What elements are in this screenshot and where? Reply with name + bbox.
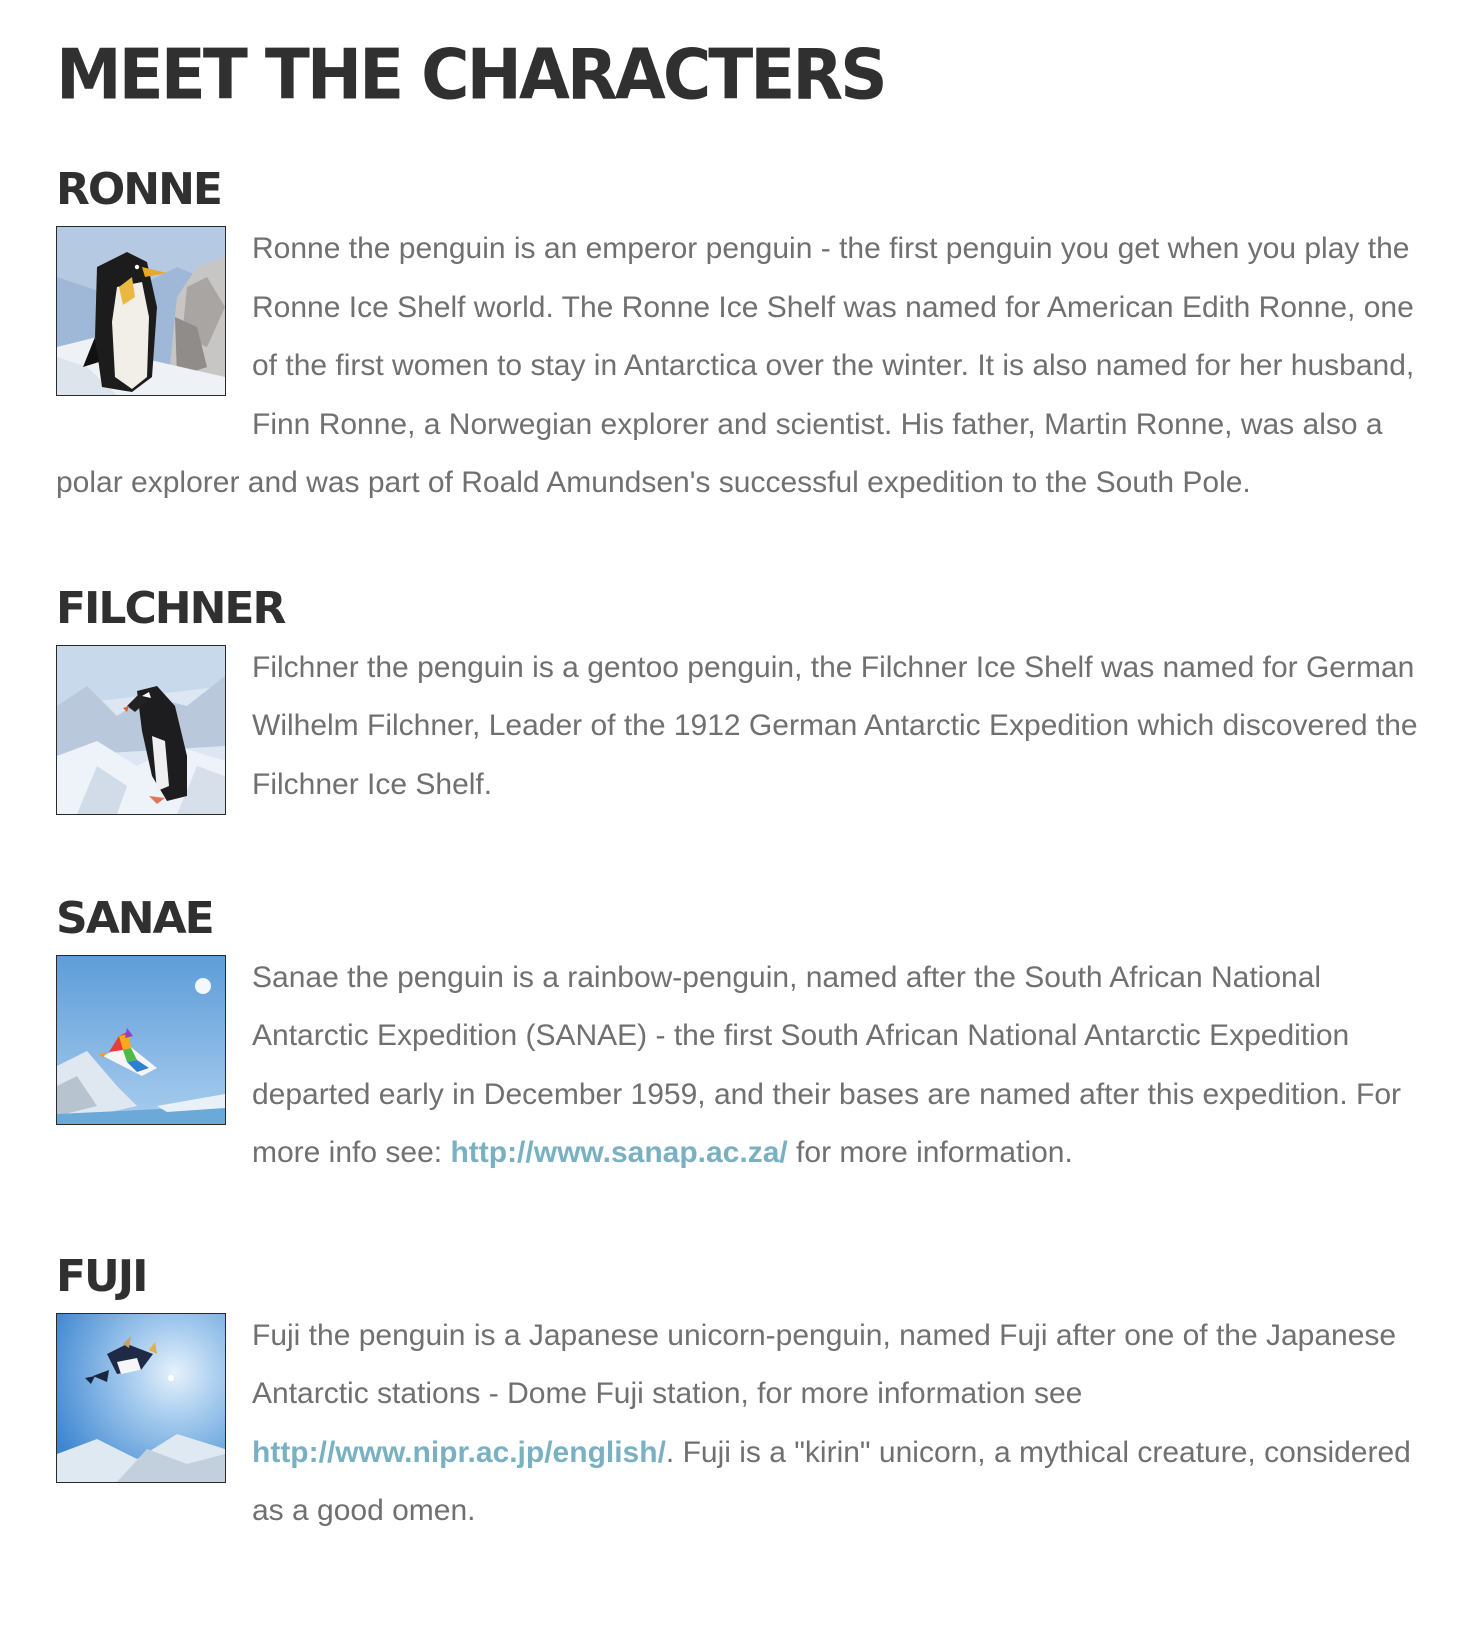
gentoo-penguin-image xyxy=(56,645,226,815)
character-description xyxy=(56,220,1418,513)
character-filchner xyxy=(56,579,1418,823)
emperor-penguin-image xyxy=(56,226,226,396)
character-description xyxy=(56,949,1418,1183)
character-text-after-link: for more information. xyxy=(787,1136,1073,1169)
character-name: FILCHNER xyxy=(56,582,285,634)
rainbow-penguin-image xyxy=(56,955,226,1125)
character-text: Ronne the penguin is an emperor penguin - the first penguin you get when you play the Ronne Ice Shelf world. The Ronne Ice Shelf was named for American Edith Ronne, one of the first women to stay in Antarctica over the winter. It is also named for her husband, Finn Ronne, a Norwegian explorer and scientist. His father, Martin Ronne, was also a polar explorer and was part of Roald Amundsen's successful expedition to the South Pole. xyxy=(56,232,1415,499)
character-fuji xyxy=(56,1247,1418,1541)
character-name: RONNE xyxy=(56,164,221,215)
character-name: FUJI xyxy=(56,1250,147,1302)
character-ronne xyxy=(56,160,1418,513)
unicorn-penguin-image xyxy=(56,1313,226,1483)
character-sanae xyxy=(56,889,1418,1183)
character-text-after-link: . Fuji is a "kirin" unicorn, a mythical creature, considered as a good omen. xyxy=(252,1435,1411,1527)
character-text: Filchner the penguin is a gentoo penguin, the Filchner Ice Shelf was named for German Wilhelm Filchner, Leader of the 1912 German Antarctic Expedition which discovered the Filchner Ice Shelf. xyxy=(252,650,1418,801)
sanap-link[interactable]: http://www.sanap.ac.za/ xyxy=(450,1136,788,1169)
nipr-link[interactable]: http://www.nipr.ac.jp/english/ xyxy=(252,1435,666,1469)
character-text: Fuji the penguin is a Japanese unicorn-penguin, named Fuji after one of the Japanese Antarctic stations - Dome Fuji station, for more information see xyxy=(252,1318,1397,1410)
character-text: Sanae the penguin is a rainbow-penguin, named after the South African National Antarctic Expedition (SANAE) - the first South African National Antarctic Expedition departed early in December 1959, and their bases are named after this expedition. For more info see: xyxy=(252,960,1401,1169)
character-description xyxy=(56,1307,1418,1541)
character-description xyxy=(56,639,1418,815)
character-name: SANAE xyxy=(56,892,213,944)
page-title: MEET THE CHARACTERS xyxy=(56,34,885,116)
